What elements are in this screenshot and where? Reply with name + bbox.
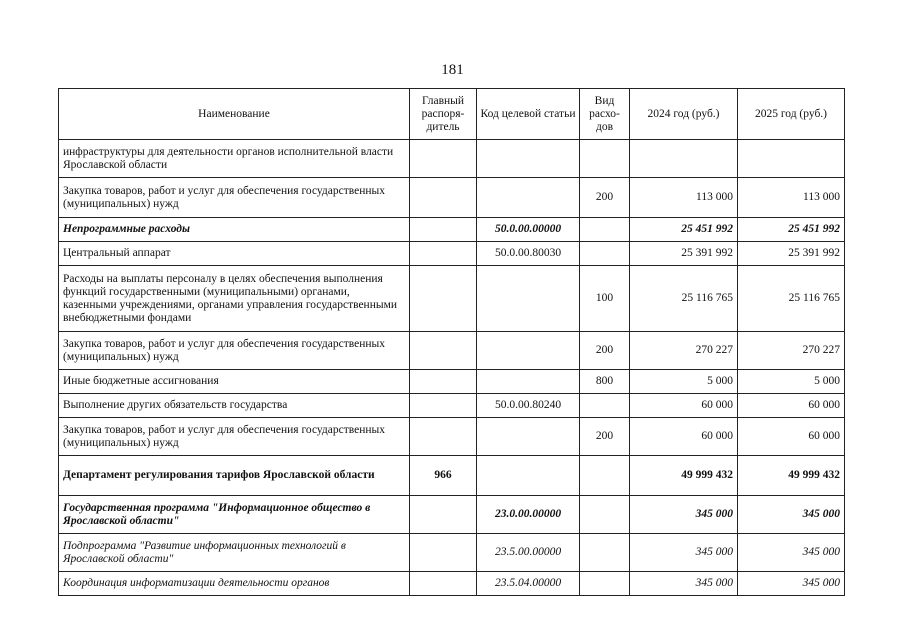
header-code: Код целевой статьи — [477, 89, 580, 140]
cell-2024: 25 451 992 — [630, 218, 738, 242]
cell-type: 200 — [580, 178, 630, 218]
cell-type: 200 — [580, 418, 630, 456]
cell-name: Выполнение других обязательств государства — [59, 394, 410, 418]
cell-type — [580, 242, 630, 266]
cell-type — [580, 534, 630, 572]
page-number: 181 — [441, 62, 464, 78]
cell-name: Подпрограмма "Развитие информационных технологий в Ярославской области" — [59, 534, 410, 572]
cell-2025: 25 451 992 — [738, 218, 845, 242]
table-row — [59, 140, 845, 178]
cell-code — [477, 178, 580, 218]
cell-2024: 49 999 432 — [630, 456, 738, 496]
table-row — [59, 242, 845, 266]
cell-2025: 25 391 992 — [738, 242, 845, 266]
budget-table — [58, 88, 845, 596]
cell-2024: 345 000 — [630, 534, 738, 572]
cell-name: Иные бюджетные ассигнования — [59, 370, 410, 394]
cell-code — [477, 418, 580, 456]
header-2024: 2024 год (руб.) — [630, 89, 738, 140]
table-row — [59, 332, 845, 370]
table-row — [59, 178, 845, 218]
cell-admin: 966 — [410, 456, 477, 496]
cell-code: 23.5.00.00000 — [477, 534, 580, 572]
cell-2025: 60 000 — [738, 394, 845, 418]
cell-name: Непрограммные расходы — [59, 218, 410, 242]
cell-admin — [410, 242, 477, 266]
cell-2025: 270 227 — [738, 332, 845, 370]
cell-2024: 113 000 — [630, 178, 738, 218]
cell-code — [477, 266, 580, 332]
cell-code: 50.0.00.00000 — [477, 218, 580, 242]
table-header-row — [59, 89, 845, 140]
table-row — [59, 456, 845, 496]
cell-type: 100 — [580, 266, 630, 332]
cell-code — [477, 370, 580, 394]
cell-2025: 25 116 765 — [738, 266, 845, 332]
cell-2025: 60 000 — [738, 418, 845, 456]
cell-2024 — [630, 140, 738, 178]
cell-code: 50.0.00.80030 — [477, 242, 580, 266]
cell-admin — [410, 496, 477, 534]
table-row — [59, 496, 845, 534]
cell-name: Департамент регулирования тарифов Ярославской области — [59, 456, 410, 496]
cell-code — [477, 140, 580, 178]
table-row — [59, 572, 845, 596]
cell-name: Центральный аппарат — [59, 242, 410, 266]
table-row — [59, 266, 845, 332]
cell-2025 — [738, 140, 845, 178]
cell-admin — [410, 394, 477, 418]
cell-admin — [410, 534, 477, 572]
cell-2025: 345 000 — [738, 572, 845, 596]
cell-code: 50.0.00.80240 — [477, 394, 580, 418]
cell-2025: 49 999 432 — [738, 456, 845, 496]
cell-name: Государственная программа "Информационное общество в Ярославской области" — [59, 496, 410, 534]
cell-admin — [410, 218, 477, 242]
cell-code — [477, 456, 580, 496]
cell-type — [580, 394, 630, 418]
cell-type: 800 — [580, 370, 630, 394]
cell-2024: 25 116 765 — [630, 266, 738, 332]
cell-admin — [410, 332, 477, 370]
cell-admin — [410, 418, 477, 456]
header-name: Наименование — [59, 89, 410, 140]
cell-type — [580, 572, 630, 596]
cell-name: Закупка товаров, работ и услуг для обеспечения государственных (муниципальных) нужд — [59, 178, 410, 218]
cell-2024: 60 000 — [630, 394, 738, 418]
cell-2024: 345 000 — [630, 572, 738, 596]
cell-2024: 270 227 — [630, 332, 738, 370]
cell-admin — [410, 370, 477, 394]
header-2025: 2025 год (руб.) — [738, 89, 845, 140]
cell-type — [580, 456, 630, 496]
cell-2025: 5 000 — [738, 370, 845, 394]
cell-2024: 5 000 — [630, 370, 738, 394]
cell-2025: 345 000 — [738, 534, 845, 572]
header-type: Вид расхо-дов — [580, 89, 630, 140]
cell-name: Закупка товаров, работ и услуг для обеспечения государственных (муниципальных) нужд — [59, 418, 410, 456]
cell-code — [477, 332, 580, 370]
header-admin: Главный распоря-дитель — [410, 89, 477, 140]
cell-code: 23.0.00.00000 — [477, 496, 580, 534]
cell-admin — [410, 178, 477, 218]
cell-2025: 345 000 — [738, 496, 845, 534]
cell-type: 200 — [580, 332, 630, 370]
cell-name: Координация информатизации деятельности органов — [59, 572, 410, 596]
table-row — [59, 534, 845, 572]
cell-2024: 25 391 992 — [630, 242, 738, 266]
cell-2024: 345 000 — [630, 496, 738, 534]
cell-code: 23.5.04.00000 — [477, 572, 580, 596]
cell-2025: 113 000 — [738, 178, 845, 218]
cell-name: Расходы на выплаты персоналу в целях обеспечения выполнения функций государственными (муниципальными) органами, казенными учреждениями, органами управления государственными внебюджетными фондами — [59, 266, 410, 332]
cell-admin — [410, 572, 477, 596]
table-row — [59, 418, 845, 456]
cell-name: Закупка товаров, работ и услуг для обеспечения государственных (муниципальных) нужд — [59, 332, 410, 370]
cell-type — [580, 218, 630, 242]
table-row — [59, 394, 845, 418]
cell-admin — [410, 140, 477, 178]
cell-type — [580, 140, 630, 178]
cell-admin — [410, 266, 477, 332]
cell-2024: 60 000 — [630, 418, 738, 456]
table-row — [59, 370, 845, 394]
table-row — [59, 218, 845, 242]
cell-type — [580, 496, 630, 534]
cell-name: инфраструктуры для деятельности органов исполнительной власти Ярославской области — [59, 140, 410, 178]
